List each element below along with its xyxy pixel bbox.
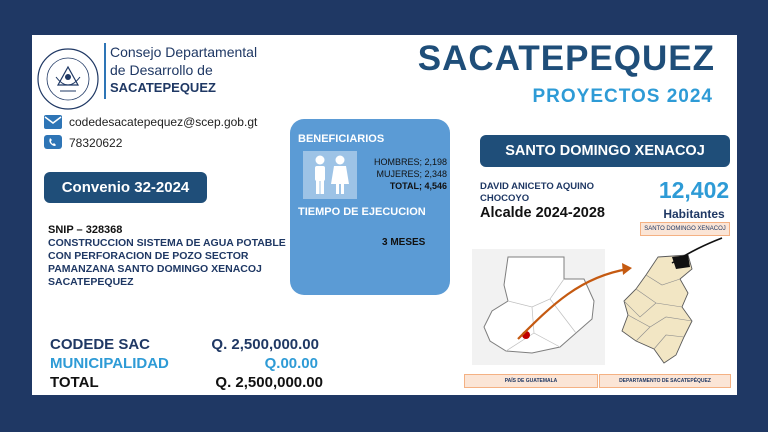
department-map-label: DEPARTAMENTO DE SACATEPÉQUEZ xyxy=(599,374,731,388)
sacatepequez-map xyxy=(592,245,733,367)
brand-divider xyxy=(104,43,106,99)
slide-panel xyxy=(32,35,737,395)
place-tag: SANTO DOMINGO XENACOJ xyxy=(640,222,730,236)
contact-email[interactable]: codedesacatepequez@scep.gob.gt xyxy=(69,115,258,129)
funding-label-municipalidad: MUNICIPALIDAD xyxy=(50,355,169,372)
org-name-line3: SACATEPEQUEZ xyxy=(110,80,216,95)
phone-icon xyxy=(44,135,62,149)
stat-total: TOTAL; 4,546 xyxy=(389,181,447,191)
municipality-badge: SANTO DOMINGO XENACOJ xyxy=(480,135,730,167)
guatemala-map xyxy=(472,249,605,365)
alcalde-name: DAVID ANICETO AQUINO CHOCOYO xyxy=(480,181,595,204)
tiempo-title: TIEMPO DE EJECUCION xyxy=(298,206,426,218)
alcalde-term: Alcalde 2024-2028 xyxy=(480,205,605,221)
funding-value-codede: Q. 2,500,000.00 xyxy=(211,336,319,353)
org-name-line2: de Desarrollo de xyxy=(110,62,213,78)
convenio-badge: Convenio 32-2024 xyxy=(44,172,207,203)
funding-value-municipalidad: Q.00.00 xyxy=(264,355,318,372)
page-title: SACATEPEQUEZ xyxy=(417,39,715,78)
snip-code: SNIP – 328368 xyxy=(48,224,123,236)
stat-hombres: HOMBRES; 2,198 xyxy=(373,157,447,167)
population-count: 12,402 xyxy=(658,177,730,203)
contact-phone[interactable]: 78320622 xyxy=(69,136,123,150)
population-label: Habitantes xyxy=(663,207,725,221)
funding-value-total: Q. 2,500,000.00 xyxy=(215,374,323,391)
envelope-icon xyxy=(44,115,62,129)
project-description: CONSTRUCCION SISTEMA DE AGUA POTABLE CON PERFORACION DE POZO SECTOR PAMANZANA SANTO DOMINGO XENACOJ SACATEPEQUEZ xyxy=(48,237,286,288)
people-icon xyxy=(303,151,357,199)
beneficiaries-title: BENEFICIARIOS xyxy=(298,133,385,145)
stat-mujeres: MUJERES; 2,348 xyxy=(376,169,447,179)
country-map-label: PAÍS DE GUATEMALA xyxy=(464,374,598,388)
page-subtitle: PROYECTOS 2024 xyxy=(532,86,713,107)
funding-label-total: TOTAL xyxy=(50,374,99,391)
org-name-line1: Consejo Departamental xyxy=(110,44,258,60)
funding-label-codede: CODEDE SAC xyxy=(50,336,151,353)
guatemala-seal-icon xyxy=(36,47,100,111)
tiempo-value: 3 MESES xyxy=(382,237,426,248)
